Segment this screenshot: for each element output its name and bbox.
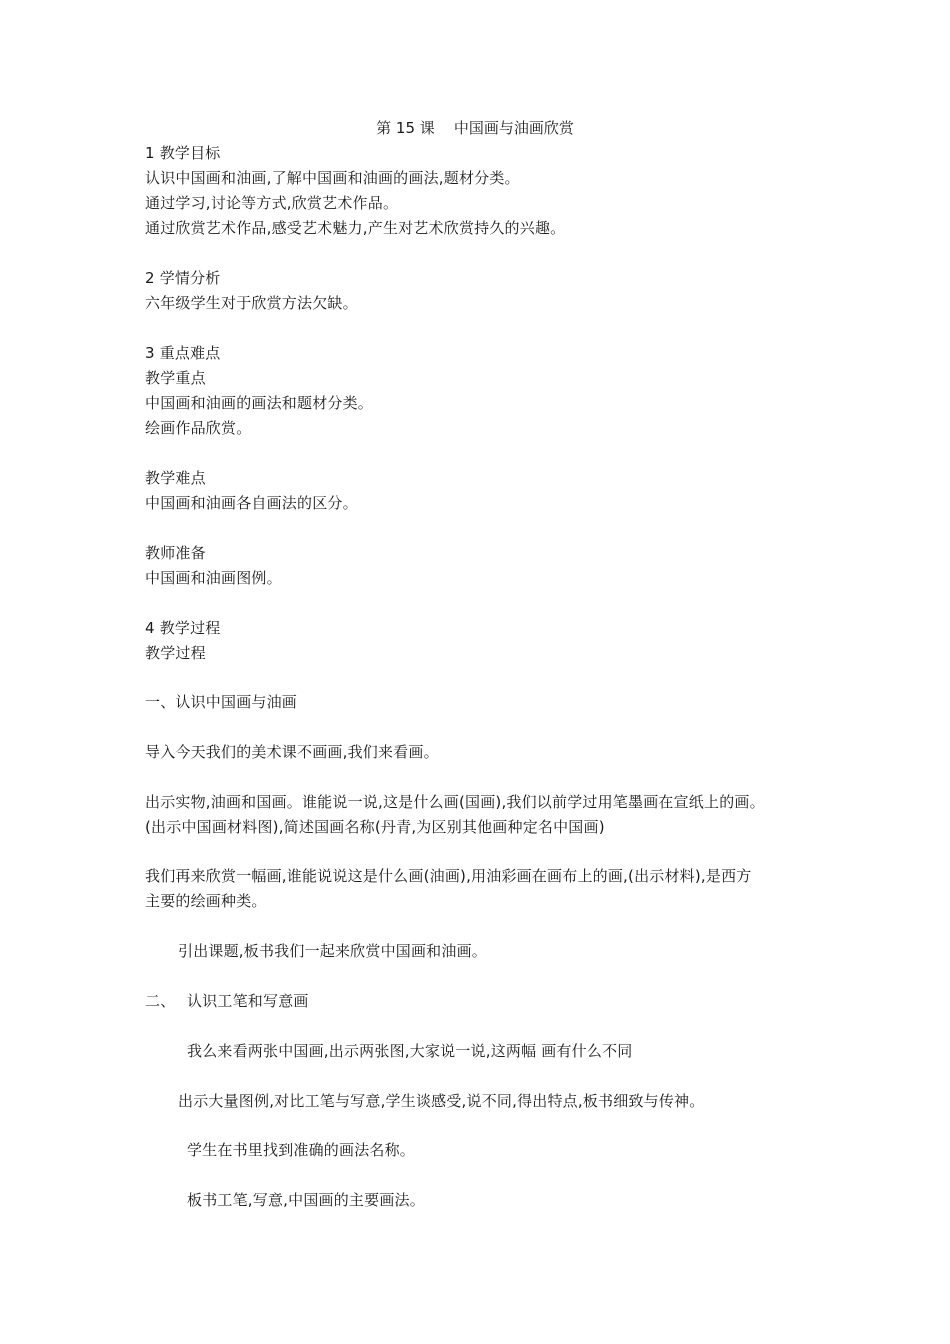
objective-line: 通过欣赏艺术作品,感受艺术魅力,产生对艺术欣赏持久的兴趣。 (145, 219, 566, 237)
paragraph: 我么来看两张中国画,出示两张图,大家说一说,这两幅 画有什么不同 (187, 1042, 633, 1060)
key-point-line: 中国画和油画的画法和题材分类。 (145, 394, 374, 412)
section-heading-objectives: 1 教学目标 (145, 144, 221, 162)
part-one-title: 一、认识中国画与油画 (145, 693, 298, 711)
paragraph: 出示大量图例,对比工笔与写意,学生谈感受,说不同,得出特点,板书细致与传神。 (178, 1092, 705, 1110)
difficulty-label: 教学难点 (145, 469, 206, 487)
paragraph: 我们再来欣赏一幅画,谁能说说这是什么画(油画),用油彩画在画布上的画,(出示材料),是西方 (145, 867, 752, 885)
paragraph: 出示实物,油画和国画。谁能说一说,这是什么画(国画),我们以前学过用笔墨画在宣纸上的画。 (145, 793, 765, 811)
part-two-title: 认识工笔和写意画 (187, 992, 309, 1010)
section-heading-analysis: 2 学情分析 (145, 269, 221, 287)
preparation-line: 中国画和油画图例。 (145, 569, 282, 587)
process-subheading: 教学过程 (145, 644, 206, 662)
paragraph: 学生在书里找到准确的画法名称。 (187, 1141, 416, 1159)
difficulty-line: 中国画和油画各自画法的区分。 (145, 494, 358, 512)
paragraph: 主要的绘画种类。 (145, 892, 267, 910)
paragraph: 板书工笔,写意,中国画的主要画法。 (187, 1191, 425, 1209)
lesson-title: 第 15 课 中国画与油画欣赏 (376, 119, 574, 137)
analysis-line: 六年级学生对于欣赏方法欠缺。 (145, 294, 358, 312)
key-points-label: 教学重点 (145, 369, 206, 387)
paragraph: 导入今天我们的美术课不画画,我们来看画。 (145, 743, 439, 761)
objective-line: 通过学习,讨论等方式,欣赏艺术作品。 (145, 194, 399, 212)
paragraph: (出示中国画材料图),简述国画名称(丹青,为区别其他画种定名中国画) (145, 818, 605, 836)
part-two-number: 二、 (145, 992, 176, 1010)
preparation-label: 教师准备 (145, 544, 206, 562)
paragraph: 引出课题,板书我们一起来欣赏中国画和油画。 (178, 942, 487, 960)
section-heading-key-points: 3 重点难点 (145, 344, 221, 362)
section-heading-process: 4 教学过程 (145, 619, 221, 637)
key-point-line: 绘画作品欣赏。 (145, 419, 252, 437)
objective-line: 认识中国画和油画,了解中国画和油画的画法,题材分类。 (145, 169, 520, 187)
